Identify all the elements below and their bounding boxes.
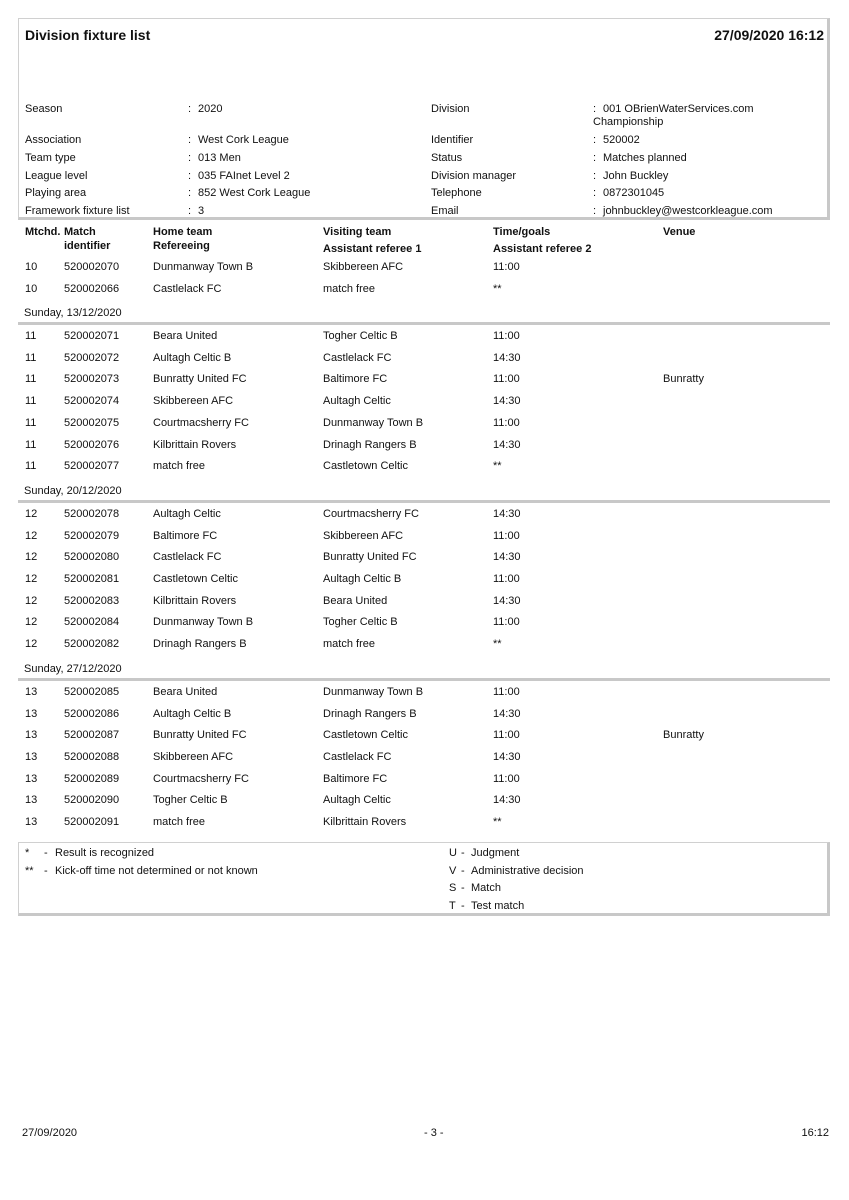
cell-visiting-team: Aultagh Celtic B [323,573,402,585]
table-row [18,683,830,704]
table-row [18,392,830,413]
cell-home-team: Beara United [153,685,218,698]
meta-value: John Buckley [603,170,669,182]
cell-home-team: Drinagh Rangers B [153,638,247,651]
cell-visiting-team: Aultagh Celtic [323,794,391,807]
cell-home-team: Skibbereen AFC [153,750,234,763]
cell-time: 11:00 [493,373,520,386]
cell-mtchd: 13 [25,816,38,828]
col-ar1: Assistant referee 1 [323,243,422,255]
meta-label: League level [25,170,88,182]
meta-value: 852 West Cork League [198,187,311,199]
cell-time: 11:00 [493,685,520,698]
header-datetime: 27/09/2020 16:12 [714,27,824,43]
meta-value: 035 FAInet Level 2 [198,170,290,182]
cell-match-id: 520002071 [64,330,120,342]
cell-mtchd: 12 [25,529,38,542]
cell-mtchd: 10 [25,261,38,273]
cell-visiting-team: Courtmacsherry FC [323,507,419,520]
cell-match-id: 520002088 [64,750,120,763]
cell-time: 14:30 [493,594,521,607]
legend-text: Administrative decision [471,864,584,877]
cell-match-id: 520002089 [64,772,120,785]
cell-visiting-team: Drinagh Rangers B [323,438,417,451]
cell-match-id: 520002087 [64,729,120,742]
legend-text: Judgment [471,847,520,859]
cell-home-team: Kilbrittain Rovers [153,438,237,451]
cell-venue: Bunratty [663,729,704,742]
cell-match-id: 520002082 [64,638,120,651]
meta-colon: : [188,170,192,182]
cell-match-id: 520002084 [64,616,120,629]
cell-time: 14:30 [493,750,521,763]
footer-page: - 3 - [424,1127,444,1139]
cell-time: 11:00 [493,416,520,429]
col-venue: Venue [663,226,696,238]
cell-mtchd: 12 [25,551,38,564]
cell-visiting-team: Togher Celtic B [323,330,398,342]
cell-time: 11:00 [493,616,520,629]
legend-dash: - [461,864,465,877]
cell-mtchd: 12 [25,638,38,651]
meta-colon: : [188,103,192,115]
meta-value: 0872301045 [603,187,665,199]
meta-value: 013 Men [198,152,241,164]
cell-home-team: Courtmacsherry FC [153,416,249,429]
legend-dash: - [44,847,48,859]
cell-time: ** [493,638,502,651]
table-row [18,505,830,526]
col-visiting: Visiting team [323,226,392,238]
legend-text: Result is recognized [55,847,155,859]
cell-mtchd: 10 [25,283,38,295]
cell-match-id: 520002066 [64,283,120,295]
meta-colon: : [593,103,597,115]
cell-mtchd: 12 [25,616,38,629]
cell-mtchd: 11 [25,460,37,473]
meta-label: Telephone [431,187,482,199]
cell-time: 11:00 [493,772,520,785]
cell-time: 11:00 [493,261,520,273]
legend-symbol: * [25,847,30,859]
table-row [18,414,830,435]
meta-colon: : [593,187,597,199]
col-mtchd: Mtchd. [25,226,61,238]
cell-home-team: Courtmacsherry FC [153,772,249,785]
table-row [18,726,830,747]
cell-time: 11:00 [493,529,520,542]
cell-match-id: 520002080 [64,551,120,564]
cell-mtchd: 11 [25,351,37,364]
cell-match-id: 520002078 [64,507,120,520]
col-match: Match [64,226,96,238]
cell-visiting-team: Bunratty United FC [323,551,417,564]
date-section-header [18,481,830,503]
table-row [18,592,830,613]
cell-mtchd: 13 [25,750,38,763]
cell-home-team: Aultagh Celtic [153,507,221,520]
meta-colon: : [593,170,597,182]
cell-match-id: 520002074 [64,395,120,408]
table-row [18,705,830,726]
meta-colon: : [188,205,192,217]
cell-match-id: 520002083 [64,594,120,607]
meta-value: Matches planned [603,152,687,164]
meta-label: Season [25,103,63,115]
cell-match-id: 520002075 [64,416,120,429]
table-row [18,570,830,591]
legend-symbol: ** [25,864,34,877]
cell-mtchd: 12 [25,507,38,520]
cell-match-id: 520002073 [64,373,120,386]
cell-time: 11:00 [493,330,520,342]
cell-visiting-team: Aultagh Celtic [323,395,391,408]
cell-visiting-team: Skibbereen AFC [323,529,404,542]
cell-time: 11:00 [493,729,520,742]
date-section-header [18,659,830,681]
table-row [18,770,830,791]
legend-dash: - [461,899,465,912]
table-row [18,635,830,656]
cell-visiting-team: Baltimore FC [323,373,388,386]
table-row [18,613,830,634]
col-home: Home team [153,226,213,238]
meta-colon: : [593,152,597,164]
meta-label: Association [25,134,82,146]
col-refereeing: Refereeing [153,240,210,252]
cell-visiting-team: Castlelack FC [323,351,392,364]
cell-mtchd: 13 [25,772,38,785]
cell-home-team: Castlelack FC [153,551,222,564]
cell-visiting-team: match free [323,283,375,295]
meta-value: johnbuckley@westcorkleague.com [603,205,773,217]
meta-colon: : [188,152,192,164]
meta-value: 3 [198,205,205,217]
cell-visiting-team: Dunmanway Town B [323,685,424,698]
footer-date: 27/09/2020 [22,1127,78,1139]
meta-colon: : [593,134,597,146]
table-row [18,327,830,348]
footer-time: 16:12 [801,1127,829,1139]
cell-visiting-team: Baltimore FC [323,772,388,785]
meta-label: Division [431,103,470,115]
cell-match-id: 520002085 [64,685,120,698]
meta-value-2: Championship [593,116,664,128]
cell-mtchd: 12 [25,594,38,607]
cell-match-id: 520002076 [64,438,120,451]
cell-home-team: Aultagh Celtic B [153,351,232,364]
cell-match-id: 520002091 [64,816,120,828]
table-row [18,527,830,548]
table-row [18,436,830,457]
legend-symbol: V [449,864,457,877]
meta-value: 2020 [198,103,223,115]
cell-visiting-team: Drinagh Rangers B [323,707,417,720]
cell-time: ** [493,283,502,295]
date-section-header [18,303,830,325]
cell-mtchd: 11 [25,416,37,429]
legend-dash: - [461,882,465,894]
table-row [18,370,830,391]
cell-home-team: Skibbereen AFC [153,395,234,408]
cell-match-id: 520002081 [64,573,120,585]
cell-mtchd: 11 [25,373,37,386]
cell-time: ** [493,816,502,828]
cell-mtchd: 13 [25,794,38,807]
cell-time: 14:30 [493,351,521,364]
legend-text: Kick-off time not determined or not known [55,864,258,877]
cell-match-id: 520002077 [64,460,120,473]
legend-dash: - [461,847,465,859]
cell-visiting-team: Dunmanway Town B [323,416,424,429]
cell-match-id: 520002079 [64,529,120,542]
cell-match-id: 520002090 [64,794,120,807]
cell-home-team: Dunmanway Town B [153,616,254,629]
cell-visiting-team: Castletown Celtic [323,460,408,473]
cell-time: 14:30 [493,395,521,408]
cell-match-id: 520002086 [64,707,120,720]
meta-label: Identifier [431,134,474,146]
table-row [18,457,830,478]
meta-label: Email [431,205,459,217]
cell-home-team: Aultagh Celtic B [153,707,232,720]
legend-symbol: U [449,847,457,859]
section-date: Sunday, 27/12/2020 [24,662,122,675]
cell-home-team: Dunmanway Town B [153,261,254,273]
cell-time: 14:30 [493,707,521,720]
legend-text: Test match [471,899,525,912]
legend-text: Match [471,882,501,894]
legend-symbol: T [449,899,456,912]
header-box [18,18,830,220]
table-row [18,748,830,769]
col-identifier: identifier [64,240,111,252]
cell-visiting-team: Kilbrittain Rovers [323,816,407,828]
meta-label: Division manager [431,170,516,182]
table-row [18,813,830,834]
cell-home-team: match free [153,816,205,828]
meta-colon: : [188,187,192,199]
cell-mtchd: 13 [25,707,38,720]
cell-home-team: match free [153,460,205,473]
cell-mtchd: 11 [25,438,37,451]
table-row [18,791,830,812]
cell-match-id: 520002070 [64,261,120,273]
cell-visiting-team: Skibbereen AFC [323,261,404,273]
cell-mtchd: 12 [25,573,38,585]
cell-visiting-team: match free [323,638,375,651]
legend-symbol: S [449,882,457,894]
meta-value: 520002 [603,134,640,146]
cell-mtchd: 13 [25,685,38,698]
cell-match-id: 520002072 [64,351,120,364]
cell-visiting-team: Togher Celtic B [323,616,398,629]
meta-value: 001 OBrienWaterServices.com [603,103,754,115]
legend-dash: - [44,864,48,877]
section-date: Sunday, 20/12/2020 [24,484,122,497]
meta-value: West Cork League [198,134,289,146]
cell-time: ** [493,460,502,473]
meta-label: Team type [25,152,76,164]
meta-label: Status [431,152,463,164]
cell-visiting-team: Beara United [323,594,388,607]
cell-home-team: Beara United [153,330,218,342]
table-row [18,349,830,370]
cell-home-team: Baltimore FC [153,529,218,542]
cell-home-team: Kilbrittain Rovers [153,594,237,607]
cell-venue: Bunratty [663,373,704,386]
meta-colon: : [188,134,192,146]
meta-label: Framework fixture list [25,205,130,217]
page-title: Division fixture list [25,27,151,43]
meta-colon: : [593,205,597,217]
cell-mtchd: 11 [25,330,37,342]
table-row [18,280,830,301]
cell-mtchd: 11 [25,395,37,408]
cell-home-team: Togher Celtic B [153,794,228,807]
cell-home-team: Bunratty United FC [153,373,247,386]
meta-label: Playing area [25,187,87,199]
cell-visiting-team: Castlelack FC [323,750,392,763]
cell-time: 14:30 [493,438,521,451]
cell-time: 14:30 [493,794,521,807]
cell-visiting-team: Castletown Celtic [323,729,408,742]
section-date: Sunday, 13/12/2020 [24,307,122,319]
cell-time: 11:00 [493,573,520,585]
table-row [18,258,830,279]
cell-home-team: Castlelack FC [153,283,222,295]
cell-mtchd: 13 [25,729,38,742]
cell-home-team: Castletown Celtic [153,573,238,585]
cell-time: 14:30 [493,551,521,564]
col-time: Time/goals [493,226,551,238]
cell-time: 14:30 [493,507,521,520]
cell-home-team: Bunratty United FC [153,729,247,742]
col-ar2: Assistant referee 2 [493,243,592,255]
table-row [18,548,830,569]
